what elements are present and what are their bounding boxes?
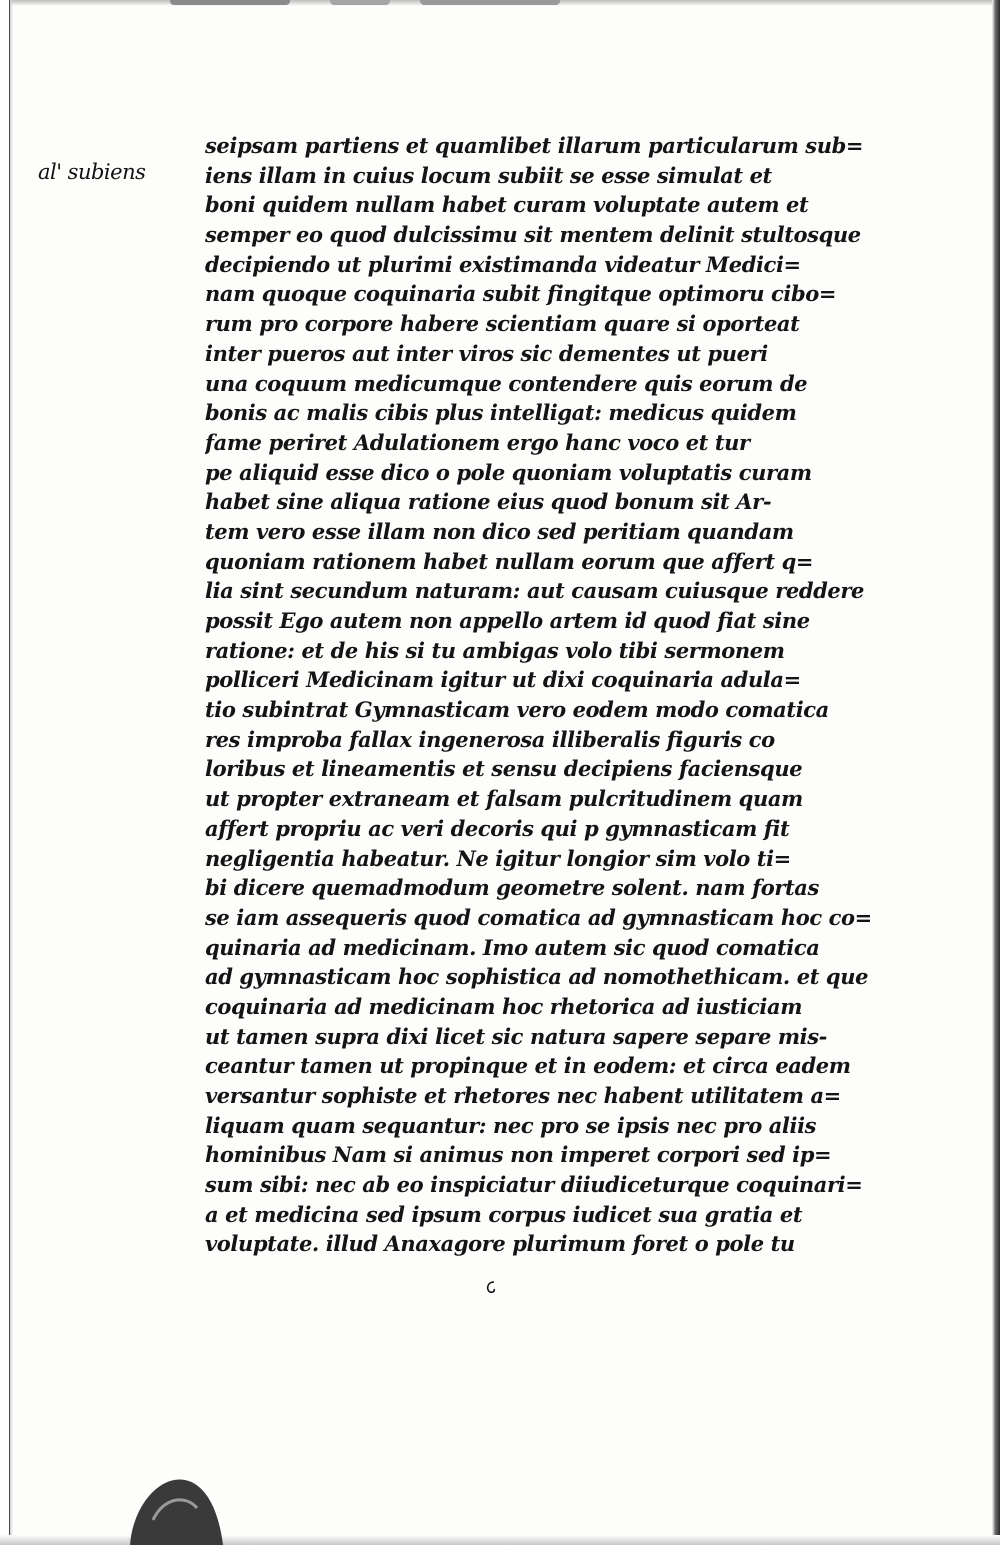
- page-left-edge: [0, 0, 10, 1545]
- text-line: quinaria ad medicinam. Imo autem sic quod comatica: [205, 934, 820, 960]
- text-line: ut tamen supra dixi licet sic natura sapere separe mis-: [205, 1023, 827, 1049]
- text-line: rum pro corpore habere scientiam quare si oporteat: [205, 311, 800, 337]
- text-line: voluptate. illud Anaxagore plurimum foret o pole tu: [205, 1231, 795, 1257]
- catchword-flourish-icon: [484, 1280, 498, 1294]
- text-line: una coquum medicumque contendere quis eorum de: [205, 370, 808, 396]
- text-line: tio subintrat Gymnasticam vero eodem modo comatica: [205, 697, 829, 723]
- text-line: versantur sophiste et rhetores nec habent utilitatem a=: [205, 1083, 841, 1108]
- text-line: ut propter extraneam et falsam pulcritudinem quam: [205, 786, 803, 812]
- text-line: sum sibi: nec ab eo inspiciatur diiudiceturque coquinari=: [205, 1172, 863, 1198]
- text-line: semper eo quod dulcissimu sit mentem delinit stultosque: [205, 222, 861, 248]
- text-line: liquam quam sequantur: nec pro se ipsis nec pro aliis: [205, 1112, 817, 1138]
- text-line: pe aliquid esse dico o pole quoniam voluptatis curam: [205, 459, 812, 485]
- text-line: fame periret Adulationem ergo hanc voco et tur: [205, 429, 750, 455]
- text-line: bi dicere quemadmodum geometre solent. nam fortas: [205, 875, 819, 901]
- text-line: boni quidem nullam habet curam voluptate autem et: [205, 192, 809, 218]
- margin-annotation: al' subiens: [38, 160, 146, 184]
- text-line: inter pueros aut inter viros sic dementes ut pueri: [205, 340, 768, 366]
- top-edge-shadow: [170, 0, 290, 5]
- text-line: bonis ac malis cibis plus intelligat: medicus quidem: [205, 400, 797, 426]
- page-left-shade: [10, 0, 13, 1545]
- text-line: a et medicina sed ipsum corpus iudicet sua gratia et: [205, 1201, 803, 1227]
- text-line: polliceri Medicinam igitur ut dixi coquinaria adula=: [205, 667, 801, 693]
- text-line: tem vero esse illam non dico sed peritiam quandam: [205, 518, 794, 544]
- text-line: nam quoque coquinaria subit fingitque optimoru cibo=: [205, 281, 837, 307]
- text-line: hominibus Nam si animus non imperet corpori sed ip=: [205, 1142, 832, 1168]
- text-line: lia sint secundum naturam: aut causam cuiusque reddere: [205, 578, 864, 604]
- text-line: affert propriu ac veri decoris qui p gymnasticam fit: [205, 815, 790, 841]
- scanner-thumb-shadow: [125, 1450, 225, 1545]
- text-line: ad gymnasticam hoc sophistica ad nomothethicam. et que: [205, 964, 869, 990]
- text-line: seipsam partiens et quamlibet illarum particularum sub=: [205, 133, 864, 158]
- text-line: res improba fallax ingenerosa illiberalis figuris co: [205, 726, 775, 752]
- text-line: ratione: et de his si tu ambigas volo tibi sermonem: [205, 637, 785, 663]
- text-line: decipiendo ut plurimi existimanda videatur Medici=: [205, 251, 801, 277]
- text-line: negligentia habeatur. Ne igitur longior sim volo ti=: [205, 845, 791, 871]
- text-line: ceantur tamen ut propinque et in eodem: et circa eadem: [205, 1053, 851, 1079]
- text-line: iens illam in cuius locum subiit se esse simulat et: [205, 162, 772, 188]
- page-right-edge: [992, 0, 1000, 1545]
- text-line: quoniam rationem habet nullam eorum que affert q=: [205, 548, 814, 574]
- text-line: coquinaria ad medicinam hoc rhetorica ad iusticiam: [205, 993, 803, 1019]
- manuscript-text-block: [205, 131, 910, 1259]
- top-edge-shadow: [330, 0, 390, 5]
- top-edge-shadow: [420, 0, 560, 5]
- text-line: habet sine aliqua ratione eius quod bonum sit Ar-: [205, 489, 772, 515]
- text-line: loribus et lineamentis et sensu decipiens faciensque: [205, 756, 803, 782]
- text-line: se iam assequeris quod comatica ad gymnasticam hoc co=: [205, 904, 872, 930]
- text-line: possit Ego autem non appello artem id quod fiat sine: [205, 608, 810, 633]
